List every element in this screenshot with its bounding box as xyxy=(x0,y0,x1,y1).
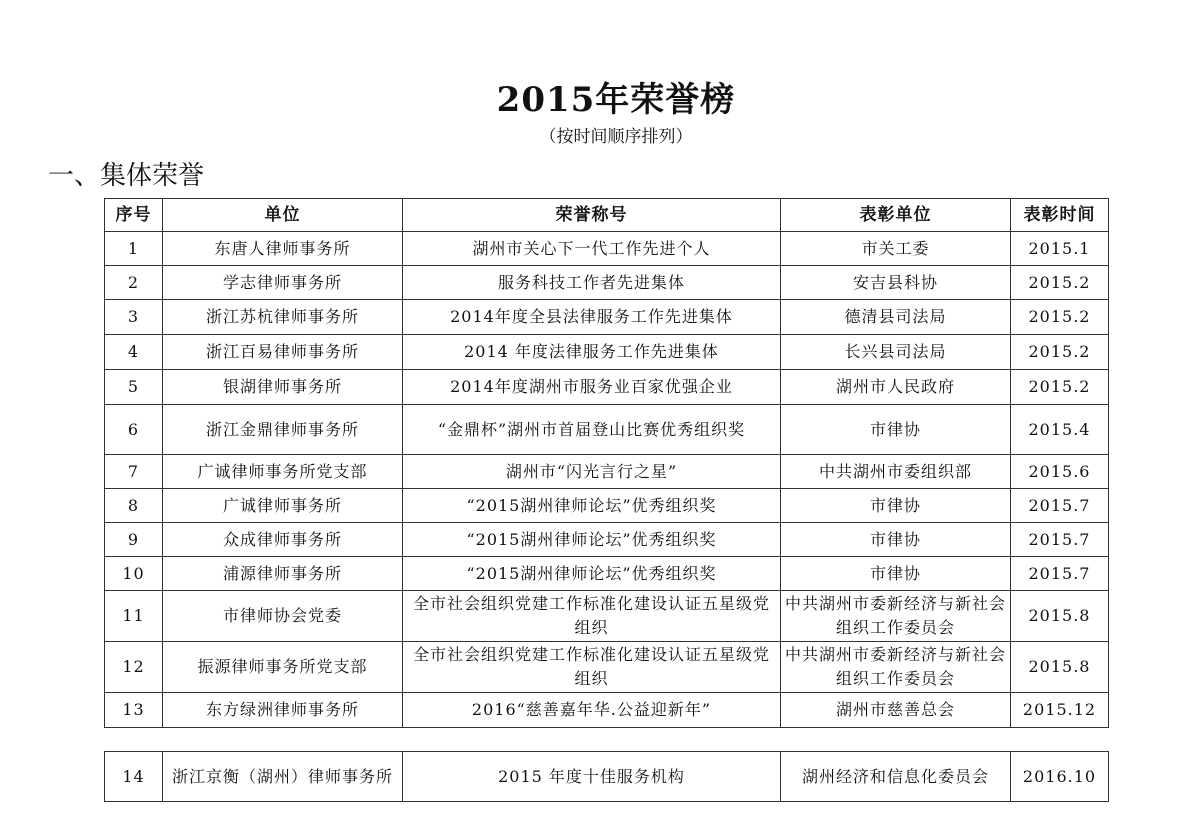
header-index: 序号 xyxy=(105,199,163,232)
cell-unit: 广诚律师事务所 xyxy=(163,489,403,523)
table-row xyxy=(105,693,1109,728)
cell-date: 2015.2 xyxy=(1011,266,1109,300)
cell-unit: 浙江金鼎律师事务所 xyxy=(163,405,403,455)
cell-unit: 学志律师事务所 xyxy=(163,266,403,300)
cell-unit: 广诚律师事务所党支部 xyxy=(163,455,403,489)
honor-table xyxy=(104,198,1109,728)
cell-awarder: 安吉县科协 xyxy=(781,266,1011,300)
cell-index: 11 xyxy=(105,591,163,642)
header-honor: 荣誉称号 xyxy=(403,199,781,232)
cell-index: 2 xyxy=(105,266,163,300)
table-row xyxy=(105,523,1109,557)
cell-index: 9 xyxy=(105,523,163,557)
cell-date: 2015.8 xyxy=(1011,642,1109,693)
section-title: 一、集体荣誉 xyxy=(48,161,205,191)
cell-awarder: 湖州经济和信息化委员会 xyxy=(781,752,1011,802)
cell-unit: 东唐人律师事务所 xyxy=(163,232,403,266)
cell-awarder: 湖州市慈善总会 xyxy=(781,693,1011,728)
cell-awarder: 市律协 xyxy=(781,557,1011,591)
cell-awarder: 市关工委 xyxy=(781,232,1011,266)
cell-honor: 湖州市“闪光言行之星” xyxy=(403,455,781,489)
cell-awarder: 中共湖州市委新经济与新社会组织工作委员会 xyxy=(781,591,1011,642)
cell-date: 2015.8 xyxy=(1011,591,1109,642)
header-date: 表彰时间 xyxy=(1011,199,1109,232)
header-unit: 单位 xyxy=(163,199,403,232)
cell-unit: 众成律师事务所 xyxy=(163,523,403,557)
cell-index: 8 xyxy=(105,489,163,523)
cell-awarder: 湖州市人民政府 xyxy=(781,370,1011,405)
cell-honor: 湖州市关心下一代工作先进个人 xyxy=(403,232,781,266)
cell-honor: “金鼎杯”湖州市首届登山比赛优秀组织奖 xyxy=(403,405,781,455)
cell-index: 6 xyxy=(105,405,163,455)
cell-honor: “2015湖州律师论坛”优秀组织奖 xyxy=(403,523,781,557)
cell-date: 2015.2 xyxy=(1011,370,1109,405)
cell-index: 14 xyxy=(105,752,163,802)
cell-index: 5 xyxy=(105,370,163,405)
honor-table-extra xyxy=(104,751,1109,802)
cell-awarder: 长兴县司法局 xyxy=(781,335,1011,370)
cell-honor: 2014年度全县法律服务工作先进集体 xyxy=(403,300,781,335)
cell-index: 7 xyxy=(105,455,163,489)
cell-index: 10 xyxy=(105,557,163,591)
table-row xyxy=(105,591,1109,642)
cell-honor: 全市社会组织党建工作标准化建设认证五星级党组织 xyxy=(403,591,781,642)
table-row xyxy=(105,266,1109,300)
page-subtitle: （按时间顺序排列） xyxy=(539,127,693,147)
cell-unit: 浙江百易律师事务所 xyxy=(163,335,403,370)
table-row xyxy=(105,405,1109,455)
cell-date: 2015.7 xyxy=(1011,523,1109,557)
cell-date: 2015.2 xyxy=(1011,300,1109,335)
table-row xyxy=(105,455,1109,489)
cell-unit: 东方绿洲律师事务所 xyxy=(163,693,403,728)
cell-awarder: 中共湖州市委新经济与新社会组织工作委员会 xyxy=(781,642,1011,693)
page-title: 2015年荣誉榜 xyxy=(496,80,736,120)
cell-honor: 2015 年度十佳服务机构 xyxy=(403,752,781,802)
cell-date: 2015.4 xyxy=(1011,405,1109,455)
table-row xyxy=(105,335,1109,370)
cell-honor: “2015湖州律师论坛”优秀组织奖 xyxy=(403,557,781,591)
table-row xyxy=(105,557,1109,591)
cell-date: 2015.12 xyxy=(1011,693,1109,728)
table-row xyxy=(105,370,1109,405)
cell-index: 4 xyxy=(105,335,163,370)
cell-unit: 市律师协会党委 xyxy=(163,591,403,642)
table-row xyxy=(105,752,1109,802)
cell-unit: 浦源律师事务所 xyxy=(163,557,403,591)
cell-awarder: 市律协 xyxy=(781,523,1011,557)
cell-honor: 2014年度湖州市服务业百家优强企业 xyxy=(403,370,781,405)
table-row xyxy=(105,300,1109,335)
cell-honor: 全市社会组织党建工作标准化建设认证五星级党组织 xyxy=(403,642,781,693)
cell-honor: “2015湖州律师论坛”优秀组织奖 xyxy=(403,489,781,523)
table-row xyxy=(105,642,1109,693)
cell-honor: 2016“慈善嘉年华.公益迎新年” xyxy=(403,693,781,728)
cell-date: 2015.6 xyxy=(1011,455,1109,489)
header-awarder: 表彰单位 xyxy=(781,199,1011,232)
cell-unit: 浙江京衡（湖州）律师事务所 xyxy=(163,752,403,802)
table-row xyxy=(105,489,1109,523)
cell-awarder: 中共湖州市委组织部 xyxy=(781,455,1011,489)
cell-date: 2016.10 xyxy=(1011,752,1109,802)
cell-date: 2015.7 xyxy=(1011,557,1109,591)
cell-honor: 服务科技工作者先进集体 xyxy=(403,266,781,300)
cell-awarder: 德清县司法局 xyxy=(781,300,1011,335)
cell-awarder: 市律协 xyxy=(781,489,1011,523)
cell-awarder: 市律协 xyxy=(781,405,1011,455)
cell-date: 2015.2 xyxy=(1011,335,1109,370)
cell-index: 3 xyxy=(105,300,163,335)
cell-index: 12 xyxy=(105,642,163,693)
cell-unit: 银湖律师事务所 xyxy=(163,370,403,405)
table-row xyxy=(105,232,1109,266)
cell-honor: 2014 年度法律服务工作先进集体 xyxy=(403,335,781,370)
cell-index: 13 xyxy=(105,693,163,728)
cell-date: 2015.1 xyxy=(1011,232,1109,266)
cell-date: 2015.7 xyxy=(1011,489,1109,523)
cell-unit: 振源律师事务所党支部 xyxy=(163,642,403,693)
table-header-row xyxy=(105,199,1109,232)
cell-unit: 浙江苏杭律师事务所 xyxy=(163,300,403,335)
cell-index: 1 xyxy=(105,232,163,266)
